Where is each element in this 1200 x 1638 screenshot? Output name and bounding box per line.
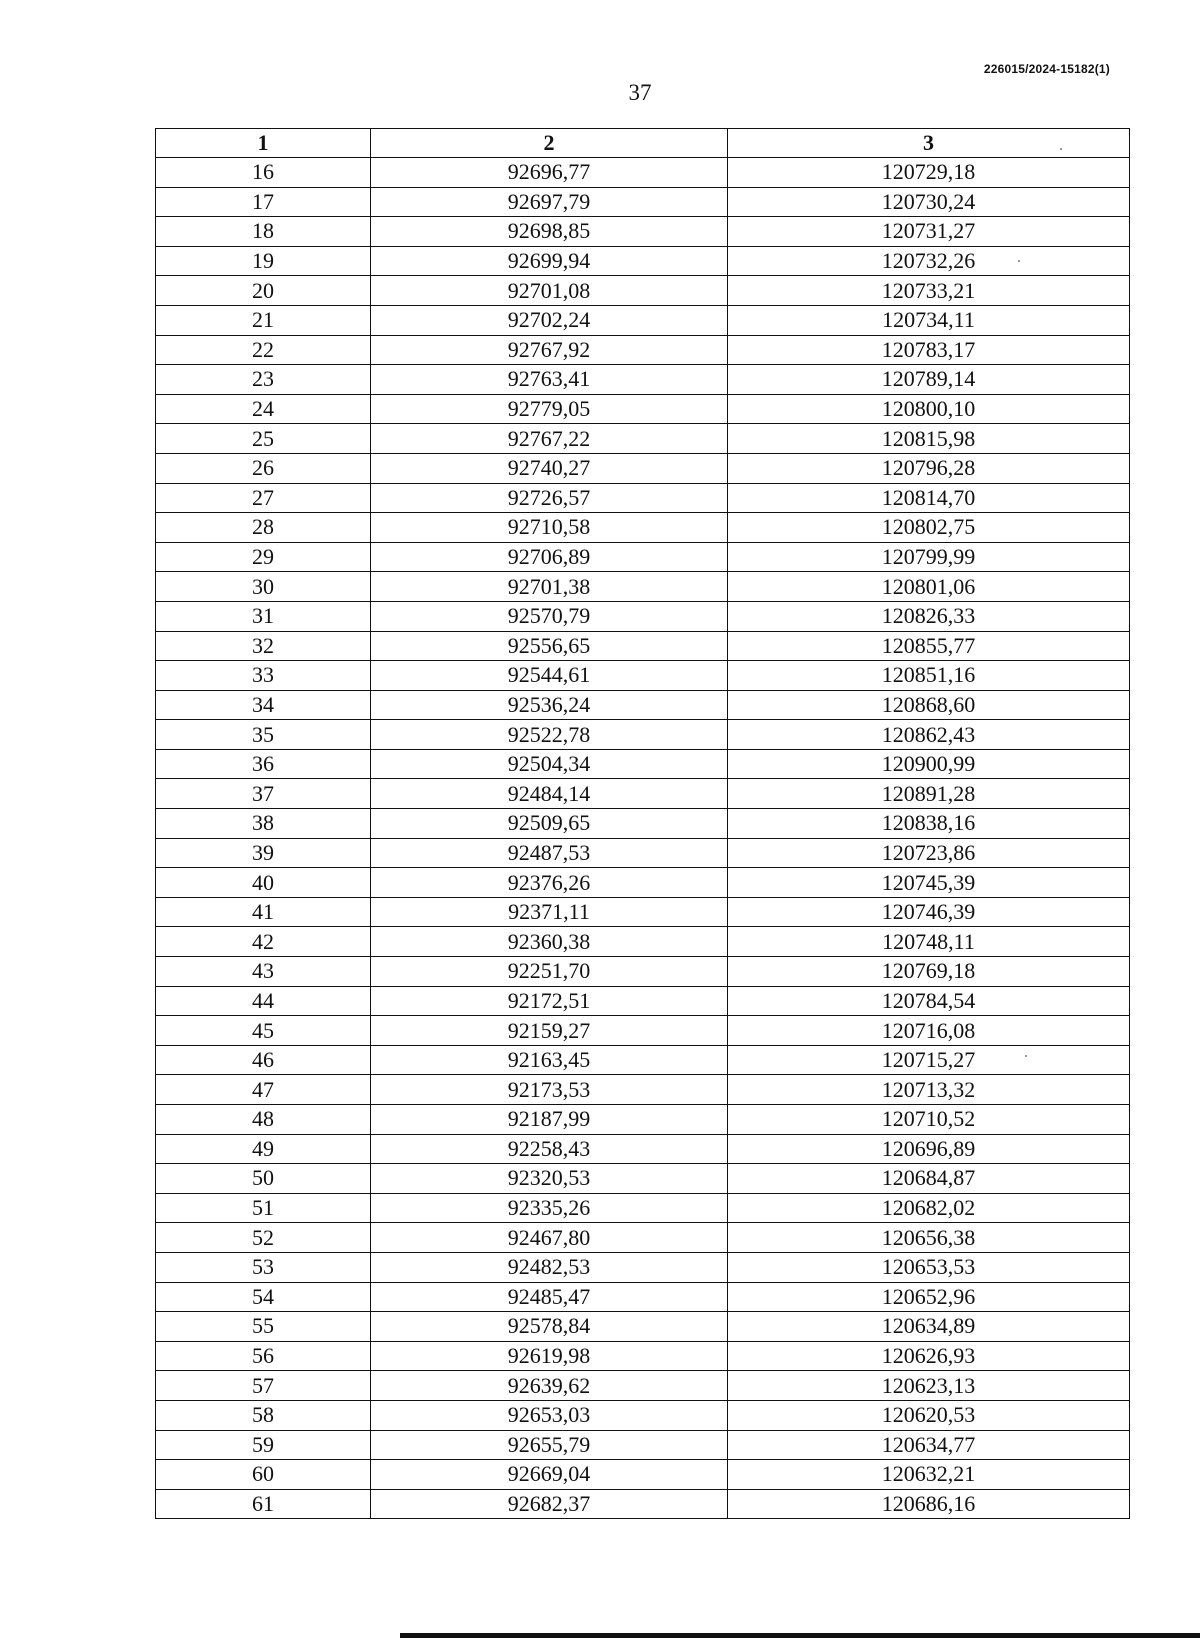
table-row xyxy=(156,276,1130,306)
y-coordinate-cell: 120626,93 xyxy=(728,1341,1130,1371)
point-number-cell: 51 xyxy=(156,1193,371,1223)
table-row xyxy=(156,1371,1130,1401)
point-number-cell: 58 xyxy=(156,1400,371,1430)
y-coordinate-cell: 120729,18 xyxy=(728,158,1130,188)
y-coordinate-cell: 120862,43 xyxy=(728,720,1130,750)
point-number-cell: 49 xyxy=(156,1134,371,1164)
y-coordinate-cell: 120769,18 xyxy=(728,957,1130,987)
point-number-cell: 35 xyxy=(156,720,371,750)
x-coordinate-cell: 92522,78 xyxy=(371,720,728,750)
point-number-cell: 23 xyxy=(156,365,371,395)
x-coordinate-cell: 92544,61 xyxy=(371,661,728,691)
point-number-cell: 17 xyxy=(156,187,371,217)
y-coordinate-cell: 120620,53 xyxy=(728,1400,1130,1430)
point-number-cell: 34 xyxy=(156,690,371,720)
y-coordinate-cell: 120838,16 xyxy=(728,809,1130,839)
table-row xyxy=(156,187,1130,217)
point-number-cell: 36 xyxy=(156,749,371,779)
y-coordinate-cell: 120710,52 xyxy=(728,1105,1130,1135)
point-number-cell: 57 xyxy=(156,1371,371,1401)
table-row xyxy=(156,1460,1130,1490)
table-header xyxy=(156,129,1130,158)
table-row xyxy=(156,1252,1130,1282)
column-header-3: 3 xyxy=(728,129,1130,158)
x-coordinate-cell: 92251,70 xyxy=(371,957,728,987)
y-coordinate-cell: 120814,70 xyxy=(728,483,1130,513)
x-coordinate-cell: 92639,62 xyxy=(371,1371,728,1401)
point-number-cell: 32 xyxy=(156,631,371,661)
y-coordinate-cell: 120652,96 xyxy=(728,1282,1130,1312)
point-number-cell: 20 xyxy=(156,276,371,306)
table-row xyxy=(156,927,1130,957)
y-coordinate-cell: 120826,33 xyxy=(728,601,1130,631)
table-row xyxy=(156,690,1130,720)
x-coordinate-cell: 92726,57 xyxy=(371,483,728,513)
x-coordinate-cell: 92484,14 xyxy=(371,779,728,809)
point-number-cell: 52 xyxy=(156,1223,371,1253)
table-row xyxy=(156,1430,1130,1460)
x-coordinate-cell: 92702,24 xyxy=(371,305,728,335)
x-coordinate-cell: 92669,04 xyxy=(371,1460,728,1490)
x-coordinate-cell: 92536,24 xyxy=(371,690,728,720)
point-number-cell: 25 xyxy=(156,424,371,454)
table-row xyxy=(156,868,1130,898)
point-number-cell: 43 xyxy=(156,957,371,987)
table-row xyxy=(156,1193,1130,1223)
y-coordinate-cell: 120800,10 xyxy=(728,394,1130,424)
x-coordinate-cell: 92163,45 xyxy=(371,1045,728,1075)
x-coordinate-cell: 92482,53 xyxy=(371,1252,728,1282)
point-number-cell: 29 xyxy=(156,542,371,572)
point-number-cell: 37 xyxy=(156,779,371,809)
x-coordinate-cell: 92509,65 xyxy=(371,809,728,839)
point-number-cell: 61 xyxy=(156,1489,371,1519)
table-row xyxy=(156,217,1130,247)
y-coordinate-cell: 120713,32 xyxy=(728,1075,1130,1105)
x-coordinate-cell: 92682,37 xyxy=(371,1489,728,1519)
x-coordinate-cell: 92701,38 xyxy=(371,572,728,602)
point-number-cell: 22 xyxy=(156,335,371,365)
table-row xyxy=(156,424,1130,454)
table-row xyxy=(156,1134,1130,1164)
table-row xyxy=(156,1045,1130,1075)
y-coordinate-cell: 120653,53 xyxy=(728,1252,1130,1282)
point-number-cell: 45 xyxy=(156,1016,371,1046)
y-coordinate-cell: 120686,16 xyxy=(728,1489,1130,1519)
x-coordinate-cell: 92335,26 xyxy=(371,1193,728,1223)
x-coordinate-cell: 92763,41 xyxy=(371,365,728,395)
scan-speck xyxy=(1060,148,1062,150)
x-coordinate-cell: 92655,79 xyxy=(371,1430,728,1460)
scan-bottom-edge xyxy=(400,1633,1200,1638)
x-coordinate-cell: 92504,34 xyxy=(371,749,728,779)
y-coordinate-cell: 120745,39 xyxy=(728,868,1130,898)
x-coordinate-cell: 92360,38 xyxy=(371,927,728,957)
point-number-cell: 54 xyxy=(156,1282,371,1312)
table-row xyxy=(156,601,1130,631)
y-coordinate-cell: 120734,11 xyxy=(728,305,1130,335)
table-row xyxy=(156,779,1130,809)
x-coordinate-cell: 92487,53 xyxy=(371,838,728,868)
table-row xyxy=(156,305,1130,335)
x-coordinate-cell: 92320,53 xyxy=(371,1164,728,1194)
y-coordinate-cell: 120623,13 xyxy=(728,1371,1130,1401)
point-number-cell: 56 xyxy=(156,1341,371,1371)
y-coordinate-cell: 120656,38 xyxy=(728,1223,1130,1253)
point-number-cell: 28 xyxy=(156,513,371,543)
table-row xyxy=(156,986,1130,1016)
table-row xyxy=(156,1164,1130,1194)
x-coordinate-cell: 92159,27 xyxy=(371,1016,728,1046)
y-coordinate-cell: 120789,14 xyxy=(728,365,1130,395)
y-coordinate-cell: 120716,08 xyxy=(728,1016,1130,1046)
point-number-cell: 31 xyxy=(156,601,371,631)
x-coordinate-cell: 92767,92 xyxy=(371,335,728,365)
table-row xyxy=(156,1105,1130,1135)
table-row xyxy=(156,394,1130,424)
y-coordinate-cell: 120799,99 xyxy=(728,542,1130,572)
table-row xyxy=(156,661,1130,691)
y-coordinate-cell: 120900,99 xyxy=(728,749,1130,779)
point-number-cell: 39 xyxy=(156,838,371,868)
table-row xyxy=(156,335,1130,365)
table-row xyxy=(156,246,1130,276)
table-row xyxy=(156,1312,1130,1342)
point-number-cell: 18 xyxy=(156,217,371,247)
y-coordinate-cell: 120748,11 xyxy=(728,927,1130,957)
y-coordinate-cell: 120723,86 xyxy=(728,838,1130,868)
x-coordinate-cell: 92699,94 xyxy=(371,246,728,276)
table-row xyxy=(156,897,1130,927)
point-number-cell: 44 xyxy=(156,986,371,1016)
y-coordinate-cell: 120632,21 xyxy=(728,1460,1130,1490)
column-header-1: 1 xyxy=(156,129,371,158)
y-coordinate-cell: 120801,06 xyxy=(728,572,1130,602)
x-coordinate-cell: 92706,89 xyxy=(371,542,728,572)
table-row xyxy=(156,365,1130,395)
scan-speck xyxy=(1025,1055,1027,1057)
table-row xyxy=(156,1223,1130,1253)
table-row xyxy=(156,1341,1130,1371)
x-coordinate-cell: 92696,77 xyxy=(371,158,728,188)
y-coordinate-cell: 120696,89 xyxy=(728,1134,1130,1164)
scan-speck xyxy=(1018,260,1020,262)
table-row xyxy=(156,838,1130,868)
table-row xyxy=(156,1075,1130,1105)
y-coordinate-cell: 120851,16 xyxy=(728,661,1130,691)
column-header-2: 2 xyxy=(371,129,728,158)
x-coordinate-cell: 92698,85 xyxy=(371,217,728,247)
point-number-cell: 26 xyxy=(156,453,371,483)
point-number-cell: 59 xyxy=(156,1430,371,1460)
y-coordinate-cell: 120634,77 xyxy=(728,1430,1130,1460)
point-number-cell: 30 xyxy=(156,572,371,602)
y-coordinate-cell: 120682,02 xyxy=(728,1193,1130,1223)
point-number-cell: 42 xyxy=(156,927,371,957)
x-coordinate-cell: 92376,26 xyxy=(371,868,728,898)
x-coordinate-cell: 92556,65 xyxy=(371,631,728,661)
table-row xyxy=(156,572,1130,602)
table-row xyxy=(156,483,1130,513)
x-coordinate-cell: 92701,08 xyxy=(371,276,728,306)
table-row xyxy=(156,1282,1130,1312)
y-coordinate-cell: 120802,75 xyxy=(728,513,1130,543)
x-coordinate-cell: 92767,22 xyxy=(371,424,728,454)
table-row xyxy=(156,631,1130,661)
x-coordinate-cell: 92187,99 xyxy=(371,1105,728,1135)
x-coordinate-cell: 92619,98 xyxy=(371,1341,728,1371)
point-number-cell: 53 xyxy=(156,1252,371,1282)
point-number-cell: 40 xyxy=(156,868,371,898)
x-coordinate-cell: 92653,03 xyxy=(371,1400,728,1430)
y-coordinate-cell: 120746,39 xyxy=(728,897,1130,927)
y-coordinate-cell: 120868,60 xyxy=(728,690,1130,720)
point-number-cell: 38 xyxy=(156,809,371,839)
x-coordinate-cell: 92258,43 xyxy=(371,1134,728,1164)
point-number-cell: 60 xyxy=(156,1460,371,1490)
table-row xyxy=(156,957,1130,987)
table-row xyxy=(156,1016,1130,1046)
x-coordinate-cell: 92578,84 xyxy=(371,1312,728,1342)
table-row xyxy=(156,542,1130,572)
point-number-cell: 21 xyxy=(156,305,371,335)
table-row xyxy=(156,809,1130,839)
y-coordinate-cell: 120784,54 xyxy=(728,986,1130,1016)
x-coordinate-cell: 92485,47 xyxy=(371,1282,728,1312)
table-row xyxy=(156,158,1130,188)
x-coordinate-cell: 92779,05 xyxy=(371,394,728,424)
point-number-cell: 19 xyxy=(156,246,371,276)
coordinates-table xyxy=(155,128,1130,1519)
y-coordinate-cell: 120796,28 xyxy=(728,453,1130,483)
table-row xyxy=(156,453,1130,483)
y-coordinate-cell: 120715,27 xyxy=(728,1045,1130,1075)
point-number-cell: 33 xyxy=(156,661,371,691)
table-row xyxy=(156,1489,1130,1519)
point-number-cell: 16 xyxy=(156,158,371,188)
x-coordinate-cell: 92172,51 xyxy=(371,986,728,1016)
point-number-cell: 50 xyxy=(156,1164,371,1194)
y-coordinate-cell: 120815,98 xyxy=(728,424,1130,454)
point-number-cell: 24 xyxy=(156,394,371,424)
table-body xyxy=(156,158,1130,1519)
x-coordinate-cell: 92710,58 xyxy=(371,513,728,543)
table-row xyxy=(156,1400,1130,1430)
x-coordinate-cell: 92697,79 xyxy=(371,187,728,217)
x-coordinate-cell: 92371,11 xyxy=(371,897,728,927)
point-number-cell: 41 xyxy=(156,897,371,927)
y-coordinate-cell: 120730,24 xyxy=(728,187,1130,217)
table-row xyxy=(156,749,1130,779)
y-coordinate-cell: 120783,17 xyxy=(728,335,1130,365)
y-coordinate-cell: 120732,26 xyxy=(728,246,1130,276)
y-coordinate-cell: 120891,28 xyxy=(728,779,1130,809)
page-number: 37 xyxy=(628,80,652,105)
y-coordinate-cell: 120634,89 xyxy=(728,1312,1130,1342)
x-coordinate-cell: 92740,27 xyxy=(371,453,728,483)
x-coordinate-cell: 92173,53 xyxy=(371,1075,728,1105)
y-coordinate-cell: 120855,77 xyxy=(728,631,1130,661)
point-number-cell: 47 xyxy=(156,1075,371,1105)
y-coordinate-cell: 120733,21 xyxy=(728,276,1130,306)
table-row xyxy=(156,720,1130,750)
document-id: 226015/2024-15182(1) xyxy=(983,62,1110,76)
point-number-cell: 27 xyxy=(156,483,371,513)
point-number-cell: 55 xyxy=(156,1312,371,1342)
y-coordinate-cell: 120684,87 xyxy=(728,1164,1130,1194)
table-header-row xyxy=(156,129,1130,158)
point-number-cell: 48 xyxy=(156,1105,371,1135)
x-coordinate-cell: 92570,79 xyxy=(371,601,728,631)
point-number-cell: 46 xyxy=(156,1045,371,1075)
table-row xyxy=(156,513,1130,543)
x-coordinate-cell: 92467,80 xyxy=(371,1223,728,1253)
y-coordinate-cell: 120731,27 xyxy=(728,217,1130,247)
